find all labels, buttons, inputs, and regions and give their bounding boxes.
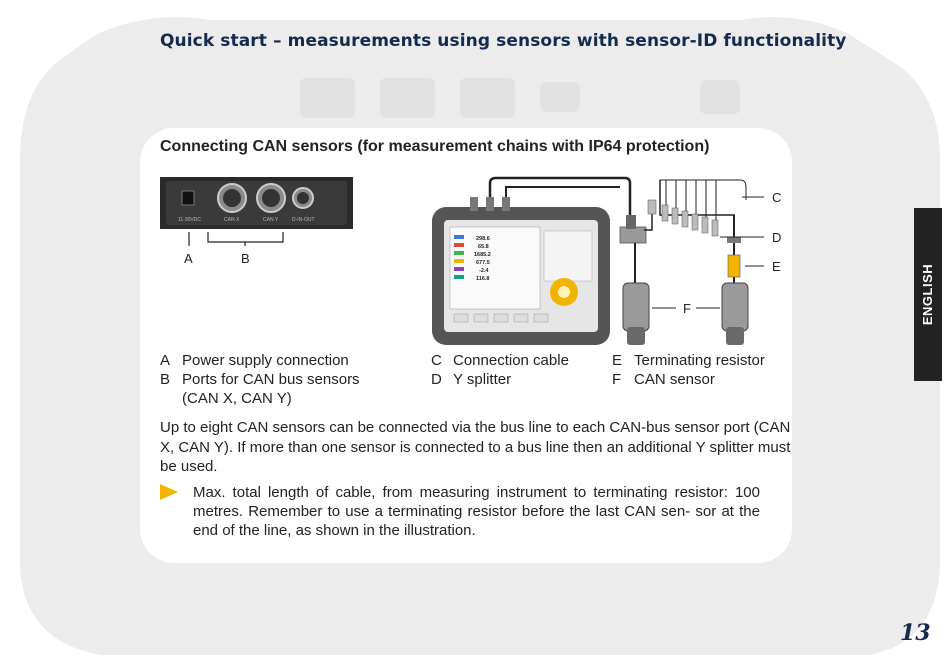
legend-text: (CAN X, CAN Y)	[182, 390, 292, 407]
port-label-power: 11-30VDC	[178, 217, 201, 223]
legend-key: A	[160, 352, 171, 369]
port-label-can-y: CAN Y	[263, 217, 279, 223]
legend-item	[431, 370, 569, 389]
legend-key: D	[431, 371, 442, 388]
legend-column-3	[612, 351, 765, 389]
body-paragraph: Up to eight CAN sensors can be connected via the bus line to each CAN-bus sensor port (CAN X, CAN Y). If more than one sensor is connected to a bus line then an additional Y splitter must be used.	[160, 419, 791, 475]
legend-item	[160, 389, 360, 408]
legend-text: Connection cable	[453, 352, 569, 369]
screen-value-6: 116.8	[476, 276, 490, 282]
language-tab	[914, 208, 942, 381]
legend-text: CAN sensor	[634, 371, 715, 388]
legend-item	[160, 370, 360, 389]
legend-text: Power supply connection	[182, 352, 349, 369]
note-text: Max. total length of cable, from measuring instrument to terminating resistor: 100 metres. Remember to use a terminating resistor before the last CAN sen- sor at the end of the line, as shown in the illustration.	[193, 484, 760, 539]
connector-ports-photo	[160, 177, 353, 229]
legend-item	[612, 370, 765, 389]
legend-key: E	[612, 352, 623, 369]
callout-b: B	[241, 251, 250, 266]
port-label-din-out: D-IN-OUT	[292, 217, 315, 223]
legend-text: Ports for CAN bus sensors	[182, 371, 360, 388]
callout-e: E	[772, 259, 781, 274]
section-heading: Connecting CAN sensors (for measurement chains with IP64 protection)	[160, 138, 710, 155]
legend-key	[160, 389, 182, 408]
screen-value-5: -2.4	[479, 268, 489, 274]
screen-value-2: 65.8	[478, 244, 489, 250]
screen-value-3: 1685.2	[474, 252, 491, 258]
arrow-right-icon	[160, 484, 178, 500]
callout-c: C	[772, 190, 782, 205]
legend-item	[160, 351, 360, 370]
callout-f: F	[683, 301, 691, 316]
page-number: 13	[900, 620, 931, 646]
legend-key: B	[160, 371, 171, 388]
callout-d: D	[772, 230, 782, 245]
language-tab-label: ENGLISH	[920, 263, 936, 326]
legend-column-2	[431, 351, 569, 389]
legend-item	[431, 351, 569, 370]
note-callout	[160, 483, 760, 540]
legend-column-1	[160, 351, 360, 408]
legend-text: Y splitter	[453, 371, 512, 388]
legend-text: Terminating resistor	[634, 352, 765, 369]
can-bus-setup-illustration	[430, 175, 800, 350]
port-label-can-x: CAN X	[224, 217, 240, 223]
page-title: Quick start – measurements using sensors with sensor-ID functionality	[160, 31, 847, 51]
legend-item	[612, 351, 765, 370]
screen-value-4: 677.5	[476, 260, 490, 266]
callout-a: A	[184, 251, 193, 266]
legend-key: C	[431, 352, 442, 369]
screen-value-1: 298.6	[476, 236, 490, 242]
legend-key: F	[612, 371, 622, 388]
